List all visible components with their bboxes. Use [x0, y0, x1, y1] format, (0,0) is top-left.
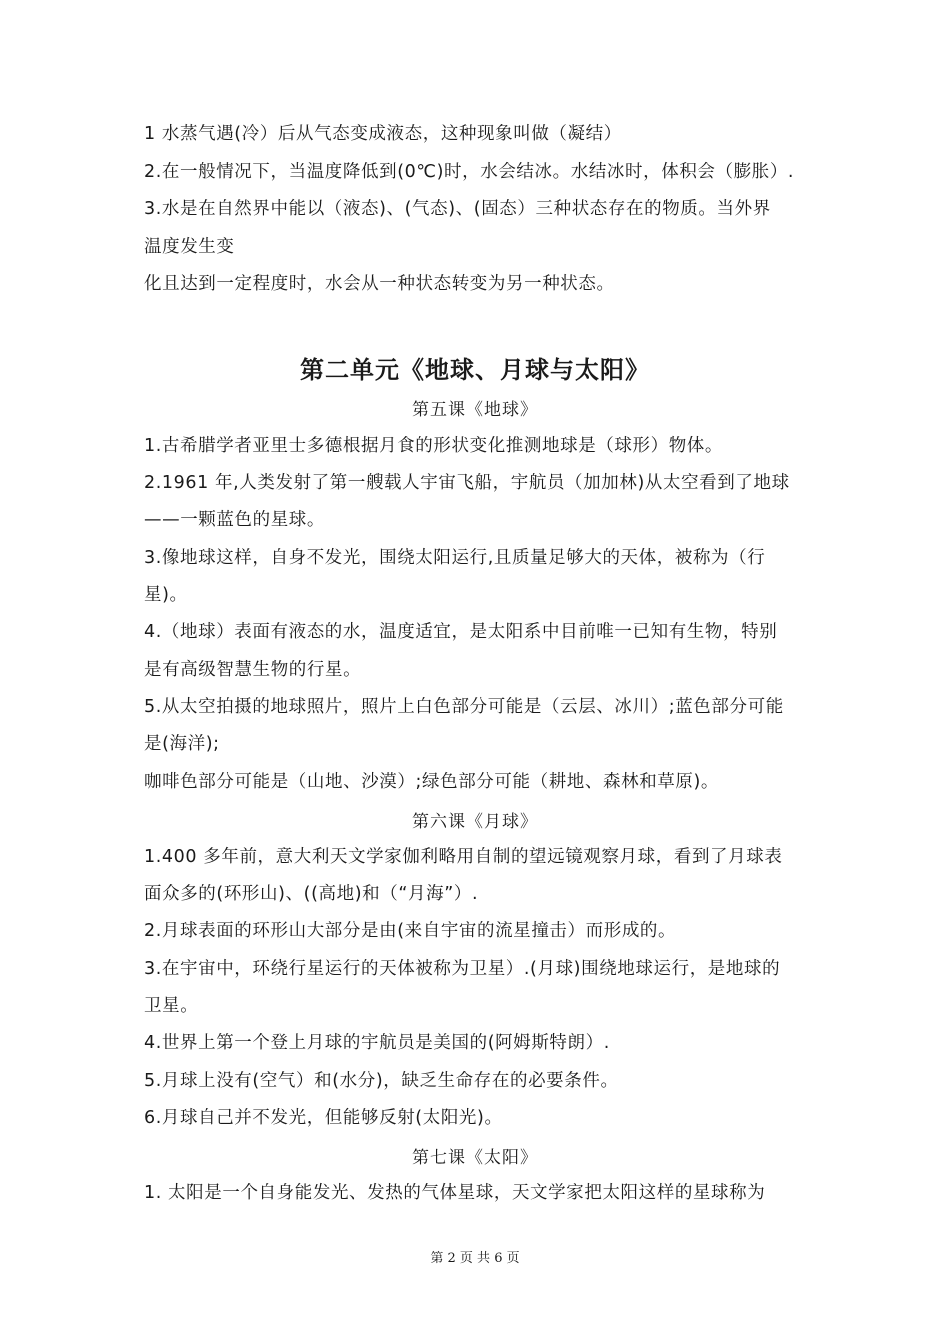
lesson-5-title: 第五课《地球》 — [412, 400, 538, 420]
intro-line-4: 温度发生变 — [144, 237, 235, 257]
lesson-6-line-1: 1.400 多年前，意大利天文学家伽利略用自制的望远镜观察月球，看到了月球表 — [144, 847, 783, 867]
lesson-6-line-7: 5.月球上没有(空气）和(水分)，缺乏生命存在的必要条件。 — [144, 1071, 619, 1091]
lesson-6-line-4: 3.在宇宙中，环绕行星运行的天体被称为卫星）.(月球)围绕地球运行，是地球的 — [144, 959, 781, 979]
unit-title: 第二单元《地球、月球与太阳》 — [300, 356, 650, 384]
intro-line-3: 3.水是在自然界中能以（液态)、(气态)、(固态）三种状态存在的物质。当外界 — [144, 199, 771, 219]
lesson-5-line-7: 是有高级智慧生物的行星。 — [144, 660, 362, 680]
lesson-5-line-1: 1.古希腊学者亚里士多德根据月食的形状变化推测地球是（球形）物体。 — [144, 436, 723, 456]
lesson-5-line-4: 3.像地球这样，自身不发光，围绕太阳运行,且质量足够大的天体，被称为（行 — [144, 548, 766, 568]
intro-line-2: 2.在一般情况下，当温度降低到(0℃)时，水会结冰。水结冰时，体积会（膨胀）. — [144, 162, 795, 182]
lesson-7-line-1: 1. 太阳是一个自身能发光、发热的气体星球，天文学家把太阳这样的星球称为 — [144, 1183, 766, 1203]
lesson-5-line-5: 星)。 — [144, 585, 188, 605]
intro-line-1: 1 水蒸气遇(冷）后从气态变成液态，这种现象叫做（凝结） — [144, 124, 622, 144]
lesson-6-title: 第六课《月球》 — [412, 812, 538, 832]
lesson-7-title: 第七课《太阳》 — [412, 1148, 538, 1168]
lesson-6-line-2: 面众多的(环形山)、((高地)和（“月海”）. — [144, 884, 479, 904]
page-footer: 第 2 页 共 6 页 — [430, 1251, 520, 1266]
intro-line-5: 化且达到一定程度时，水会从一种状态转变为另一种状态。 — [144, 274, 615, 294]
lesson-6-line-6: 4.世界上第一个登上月球的宇航员是美国的(阿姆斯特朗）. — [144, 1033, 610, 1053]
lesson-5-line-6: 4.（地球）表面有液态的水，温度适宜，是太阳系中目前唯一已知有生物，特别 — [144, 622, 778, 642]
lesson-5-line-8: 5.从太空拍摄的地球照片，照片上白色部分可能是（云层、冰川）;蓝色部分可能 — [144, 697, 784, 717]
lesson-6-line-8: 6.月球自己并不发光，但能够反射(太阳光)。 — [144, 1108, 503, 1128]
lesson-6-line-3: 2.月球表面的环形山大部分是由(来自宇宙的流星撞击）而形成的。 — [144, 921, 677, 941]
lesson-5-line-3: ——一颗蓝色的星球。 — [144, 510, 325, 530]
lesson-5-line-9: 是(海洋); — [144, 734, 220, 754]
lesson-5-line-2: 2.1961 年,人类发射了第一艘载人宇宙飞船，宇航员（加加林)从太空看到了地球 — [144, 473, 790, 493]
lesson-6-line-5: 卫星。 — [144, 996, 199, 1016]
lesson-5-line-10: 咖啡色部分可能是（山地、沙漠）;绿色部分可能（耕地、森林和草原)。 — [144, 772, 720, 792]
